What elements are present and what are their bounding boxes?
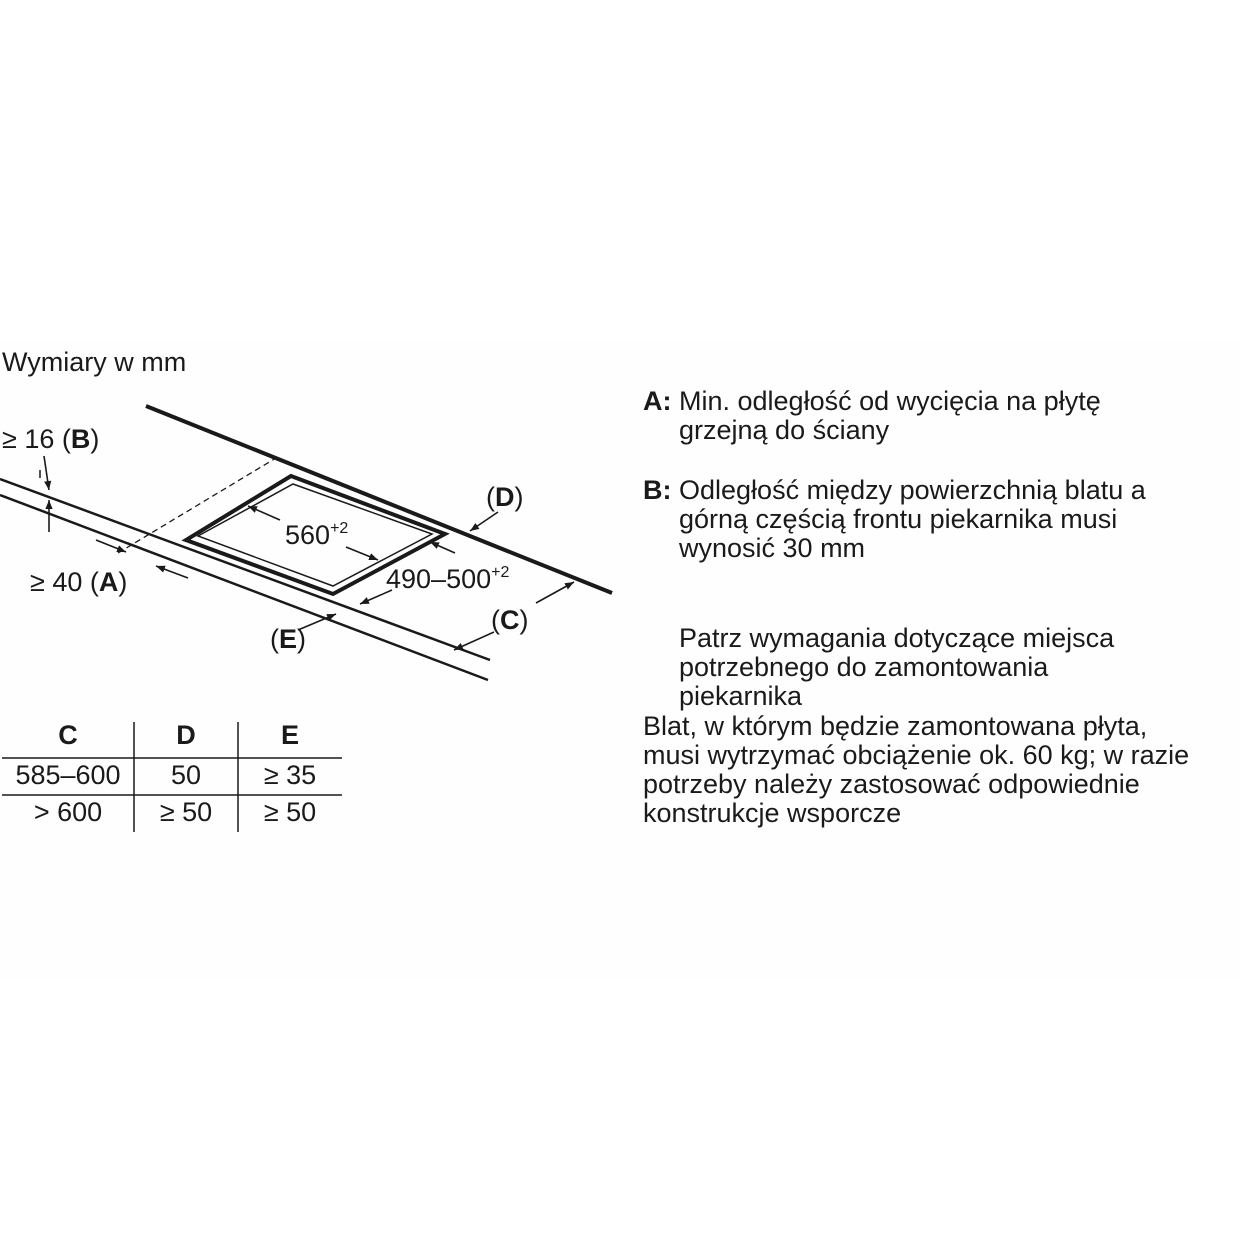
note-oven-requirements: Patrz wymagania dotyczące miejsca potrzebnego do zamontowania piekarnika — [679, 623, 1115, 711]
label-d: (D) — [486, 482, 524, 512]
cutout-depth-label: $490-500^{+2}$ — [386, 564, 510, 594]
d-arrow — [470, 512, 498, 531]
table-cell: ≥ 50 — [263, 797, 317, 827]
label-e: (E) — [270, 624, 307, 654]
note-a-key: A: — [643, 386, 672, 416]
note-a — [643, 387, 1203, 447]
table-header-c: C — [58, 720, 78, 750]
note-a-text: Min. odległość od wycięcia na płytę grzejną do ściany — [679, 386, 1101, 445]
width-arrow-right — [346, 547, 378, 560]
table-header-d: D — [176, 720, 196, 750]
label-b: ≥ 16 (B) — [2, 424, 100, 454]
note-b-key: B: — [643, 475, 672, 505]
note-worktop-load: Blat, w którym będzie zamontowana płyta, musi wytrzymać obciążenie ok. 60 kg; w razie potrzeby należy zastosować odpowiednie konstrukcje wsporcze — [643, 712, 1190, 828]
table-cell: ≥ 50 — [159, 797, 213, 827]
label-a: ≥ 40 (A) — [30, 567, 128, 597]
width-arrow-left — [248, 506, 280, 520]
label-c: (C) — [491, 605, 529, 635]
page-title: Wymiary w mm — [2, 347, 187, 377]
a-arrow-right — [156, 566, 188, 578]
b-arrow-top — [44, 456, 49, 490]
c-arrow-top — [536, 582, 574, 603]
table-cell: ≥ 35 — [263, 760, 317, 790]
c-arrow-bottom — [454, 632, 494, 650]
depth-arrow-top — [430, 542, 455, 553]
table-cell: > 600 — [33, 797, 103, 827]
note-b-text: Odległość między powierzchnią blatu a górną częścią frontu piekarnika musi wynosić 30 mm — [679, 475, 1146, 563]
worktop-back-edge — [146, 406, 612, 593]
table-cell: 585–600 — [15, 760, 121, 790]
note-b — [643, 476, 1203, 566]
table-header-e: E — [280, 720, 299, 750]
distance-table — [2, 718, 342, 834]
table-cell: 50 — [170, 760, 202, 790]
cutout-width-label: $560^{+2}$ — [285, 520, 349, 550]
